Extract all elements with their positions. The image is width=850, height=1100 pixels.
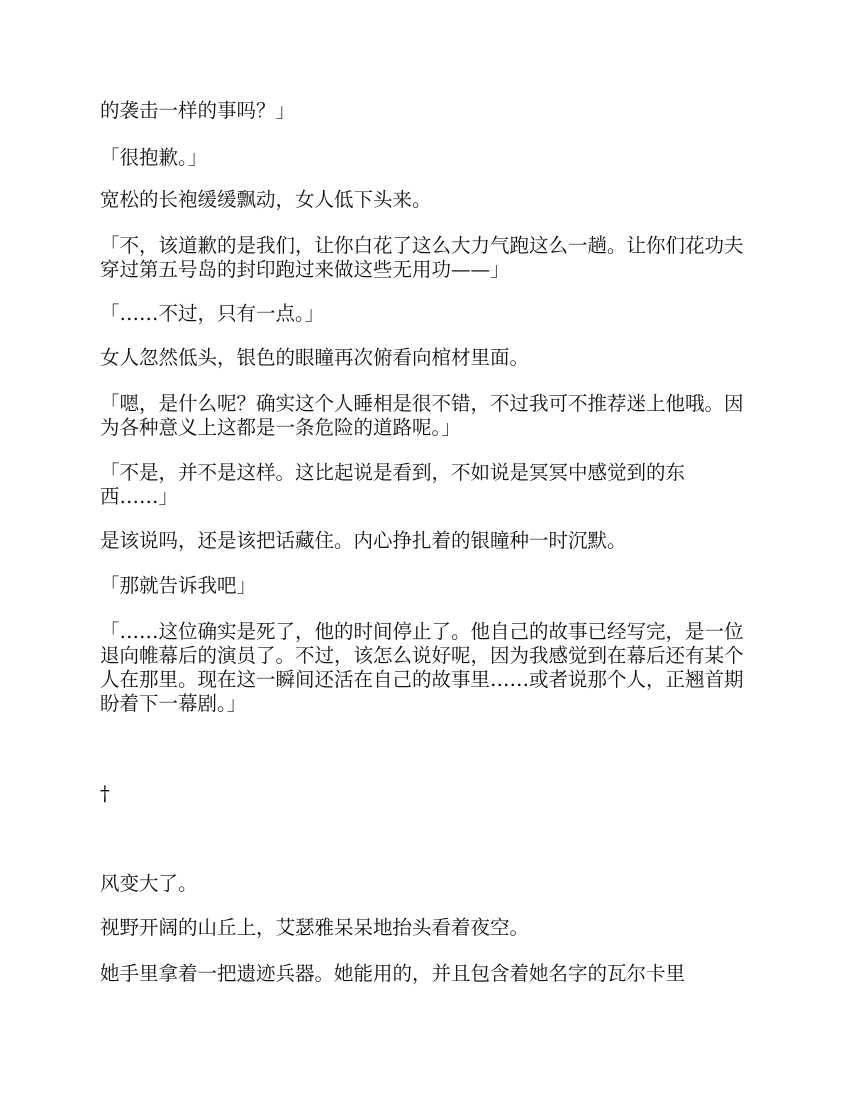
paragraph-3: 宽松的长袍缓缓飘动，女人低下头来。 — [100, 188, 432, 211]
paragraph-5: 「……不过，只有一点。」 — [100, 302, 325, 325]
paragraph-8: 「不是，并不是这样。这比起说是看到，不如说是冥冥中感觉到的东西……」 — [100, 461, 686, 508]
paragraph-4: 「不，该道歉的是我们，让你白花了这么大力气跑这么一趟。让你们花功夫穿过第五号岛的封印跑过来做这些无用功——」 — [100, 234, 744, 281]
paragraph-2: 「很抱歉。」 — [100, 146, 208, 169]
paragraph-10: 「那就告诉我吧」 — [100, 574, 257, 597]
paragraph-13: 视野开阔的山丘上，艾瑟雅呆呆地抬头看着夜空。 — [100, 916, 530, 939]
paragraph-6: 女人忽然低头，银色的眼瞳再次俯看向棺材里面。 — [100, 346, 530, 369]
paragraph-9: 是该说吗，还是该把话藏住。内心挣扎着的银瞳种一时沉默。 — [100, 529, 627, 552]
section-break-dagger: † — [100, 782, 110, 805]
paragraph-14: 她手里拿着一把遗迹兵器。她能用的，并且包含着她名字的瓦尔卡里 — [100, 962, 686, 985]
paragraph-7: 「嗯，是什么呢？确实这个人睡相是很不错，不过我可不推荐迷上他哦。因为各种意义上这都是一条危险的道路呢。」 — [100, 392, 744, 439]
paragraph-1: 的袭击一样的事吗？」 — [100, 99, 296, 122]
paragraph-11: 「……这位确实是死了，他的时间停止了。他自己的故事已经写完，是一位退向帷幕后的演员了。不过，该怎么说好呢，因为我感觉到在幕后还有某个人在那里。现在这一瞬间还活在自己的故事里……或者说那个人，正翘首期盼着下一幕剧。」 — [100, 620, 744, 715]
paragraph-12: 风变大了。 — [100, 872, 198, 895]
